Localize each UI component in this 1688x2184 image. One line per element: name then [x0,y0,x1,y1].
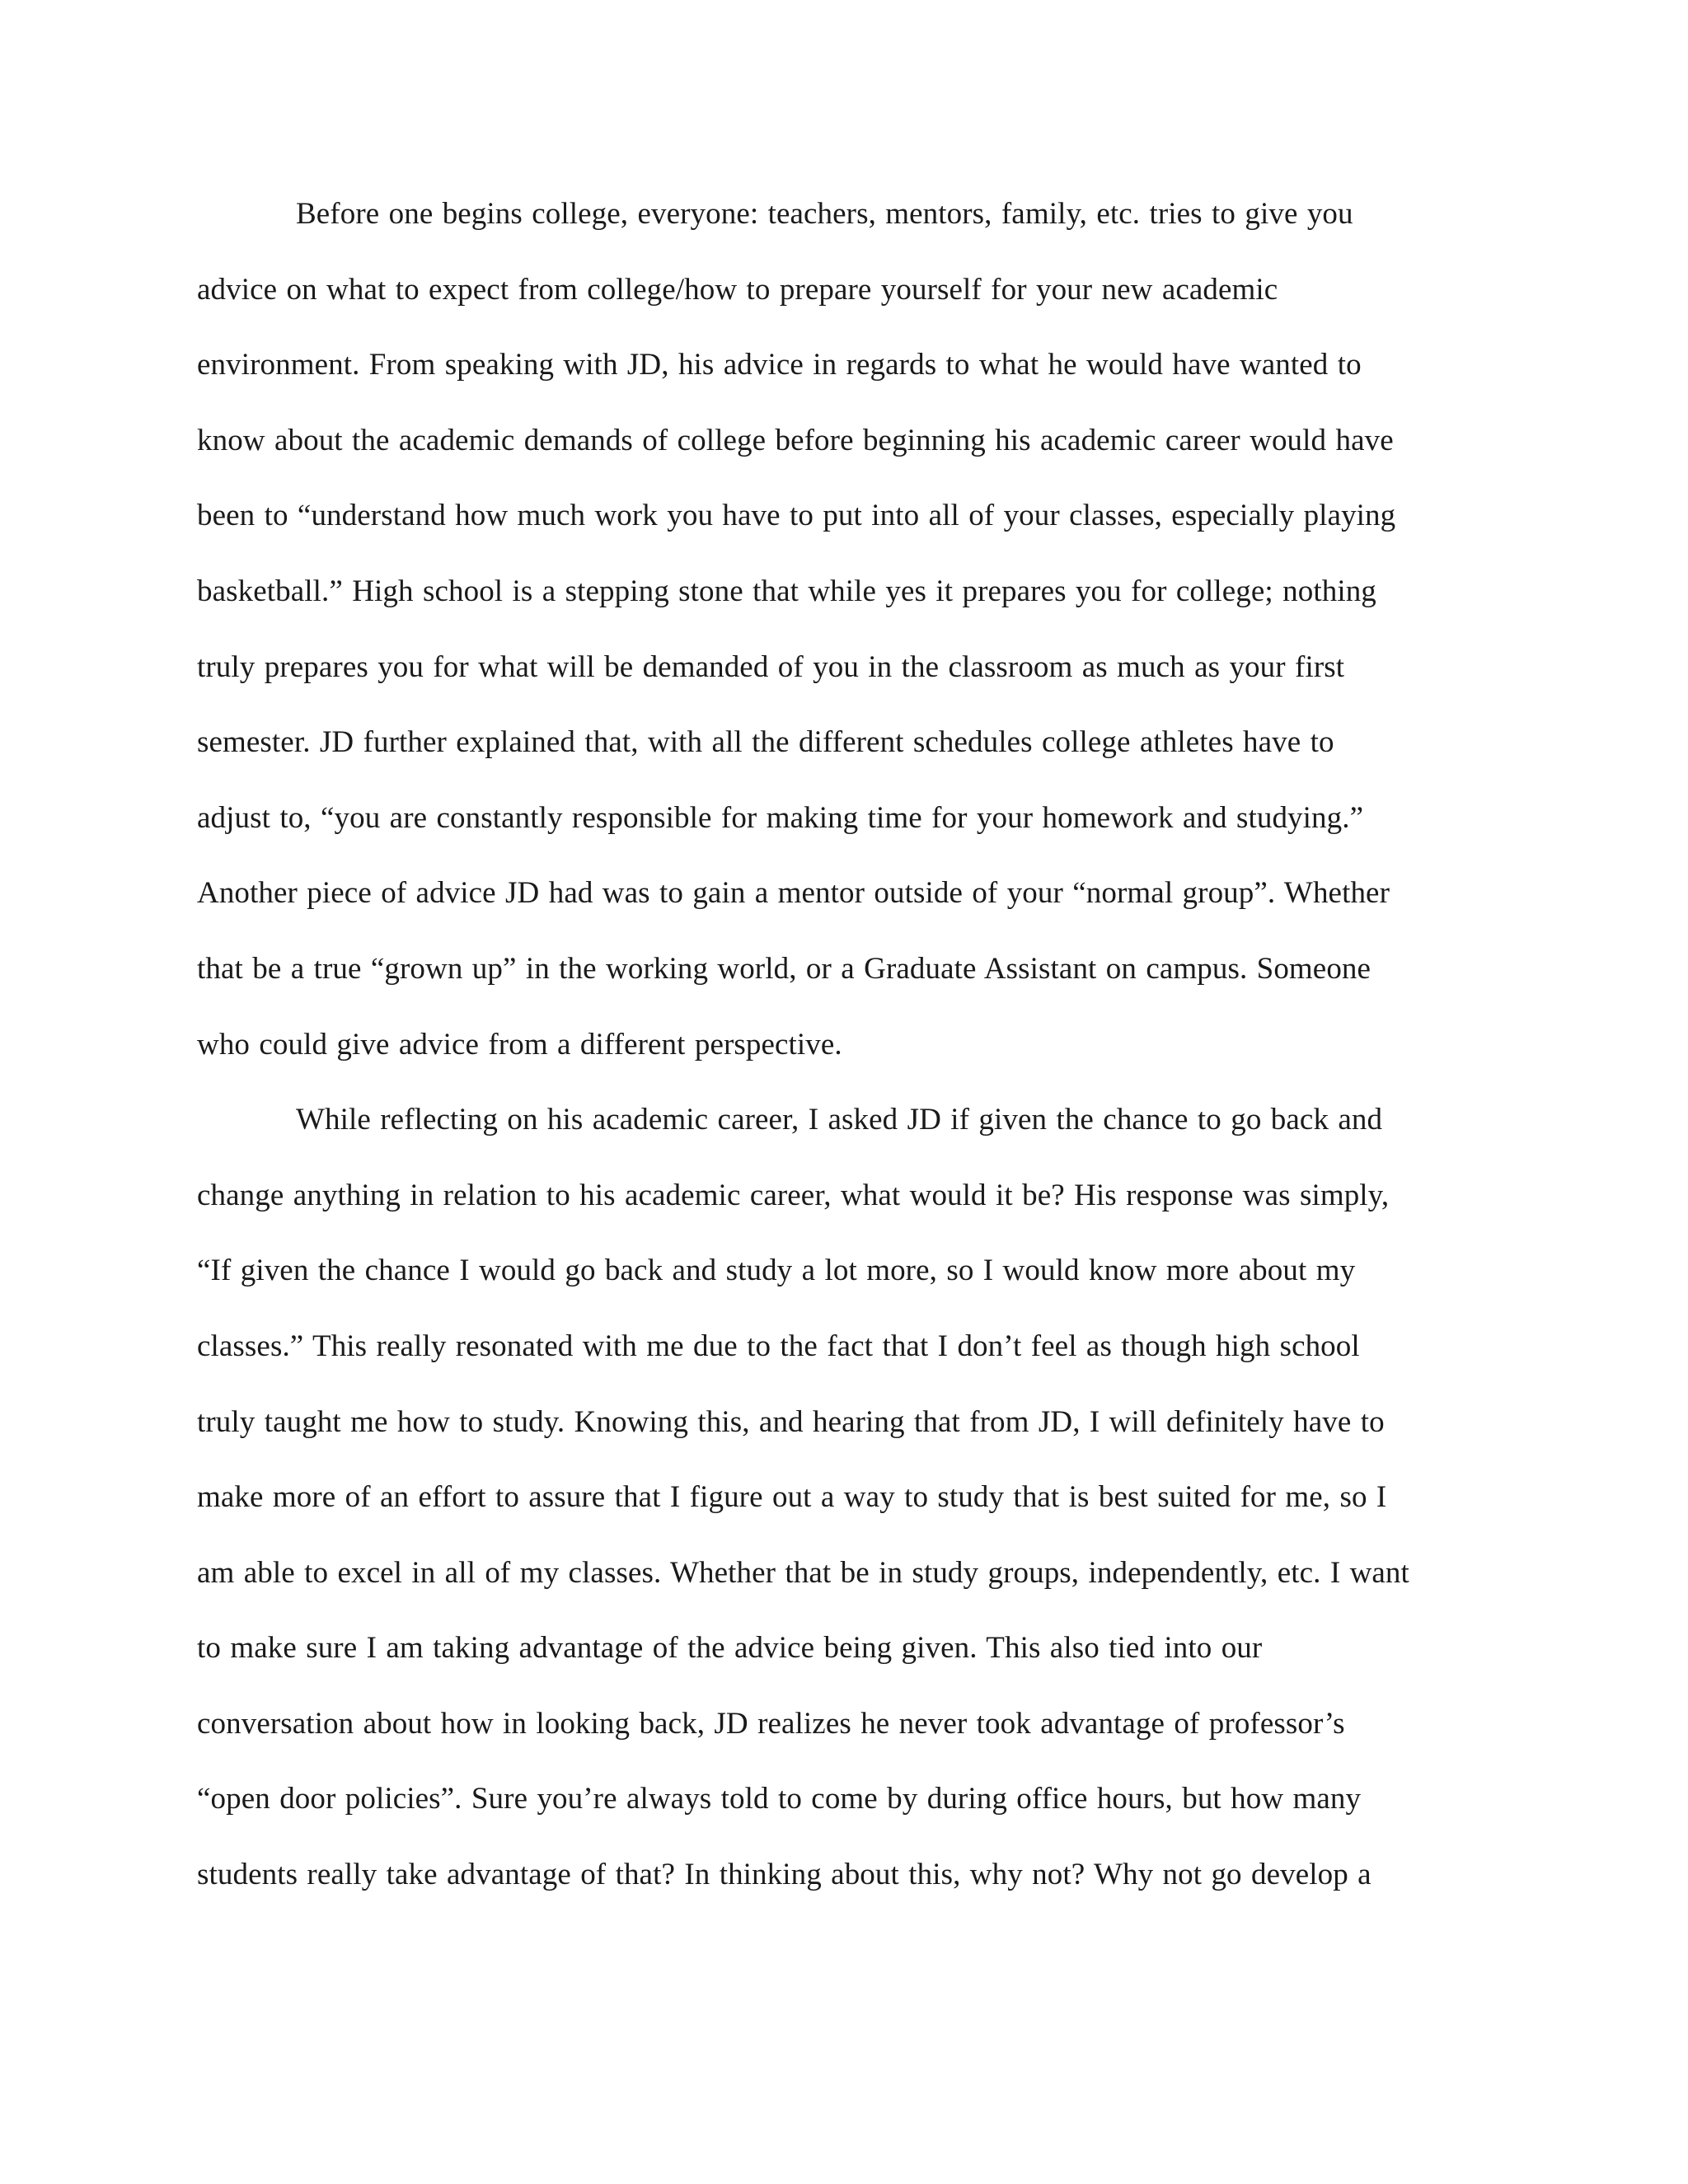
text-line: make more of an effort to assure that I figure out a way to study that is best suited for me, so I [197,1480,1387,1515]
text-line: classes.” This really resonated with me due to the fact that I don’t feel as though high school [197,1329,1360,1363]
text-line: While reflecting on his academic career, I asked JD if given the chance to go back and [296,1103,1383,1137]
text-line: who could give advice from a different perspective. [197,1027,842,1062]
text-line: to make sure I am taking advantage of the advice being given. This also tied into our [197,1631,1263,1666]
text-line: environment. From speaking with JD, his advice in regards to what he would have wanted to [197,348,1362,382]
text-line: basketball.” High school is a stepping stone that while yes it prepares you for college; nothing [197,574,1376,608]
text-line: know about the academic demands of college before beginning his academic career would have [197,423,1394,457]
text-line: truly prepares you for what will be demanded of you in the classroom as much as your first [197,649,1345,684]
text-line: that be a true “grown up” in the working world, or a Graduate Assistant on campus. Someone [197,951,1372,986]
text-line: adjust to, “you are constantly responsible for making time for your homework and studying.” [197,800,1364,835]
text-line: been to “understand how much work you have to put into all of your classes, especially playing [197,499,1396,533]
text-line: “If given the chance I would go back and study a lot more, so I would know more about my [197,1254,1356,1288]
text-line: truly taught me how to study. Knowing this, and hearing that from JD, I will definitely have to [197,1404,1385,1439]
essay-body [197,188,1499,1924]
text-line: students really take advantage of that? In thinking about this, why not? Why not go develop a [197,1858,1372,1892]
text-line: advice on what to expect from college/how to prepare yourself for your new academic [197,272,1278,307]
text-line: Another piece of advice JD had was to gain a mentor outside of your “normal group”. Whether [197,876,1390,911]
text-line: Before one begins college, everyone: teachers, mentors, family, etc. tries to give you [296,197,1353,231]
text-line: semester. JD further explained that, with all the different schedules college athletes have to [197,725,1334,760]
text-line: change anything in relation to his academic career, what would it be? His response was simply, [197,1178,1390,1212]
text-line: conversation about how in looking back, JD realizes he never took advantage of professor’s [197,1706,1345,1741]
text-line: am able to excel in all of my classes. Whether that be in study groups, independently, etc. I want [197,1555,1409,1590]
text-line: “open door policies”. Sure you’re always told to come by during office hours, but how many [197,1782,1362,1816]
